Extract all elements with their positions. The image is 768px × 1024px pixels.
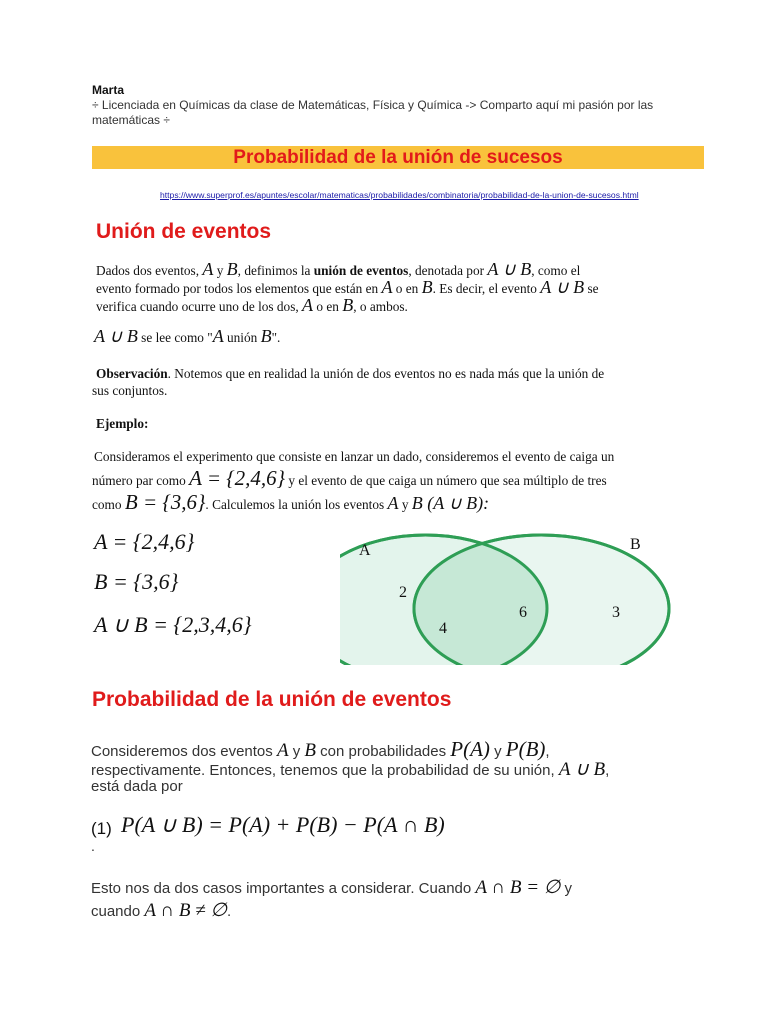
definition-line-2: evento formado por todos los elementos que están en A o en B. Es decir, el evento A ∪ B se bbox=[96, 277, 599, 297]
probability-line-1: Consideremos dos eventos A y B con probabilidades P(A) y P(B), bbox=[91, 737, 550, 761]
equation-number: (1) bbox=[91, 819, 112, 838]
equation-set-a: A = {2,4,6} bbox=[94, 529, 195, 554]
page-title: Probabilidad de la unión de sucesos bbox=[233, 147, 563, 168]
example-line-1: Consideramos el experimento que consiste en lanzar un dado, consideremos el evento de caiga un bbox=[94, 449, 615, 464]
notation-sentence: A ∪ B se lee como "A unión B". bbox=[94, 326, 281, 346]
venn-element-4: 4 bbox=[439, 620, 447, 637]
definition-line-3: verifica cuando ocurre uno de los dos, A o en B, o ambos. bbox=[96, 295, 408, 315]
author-bio: ÷ Licenciada en Químicas da clase de Matemáticas, Física y Química -> Comparto aquí mi pasión por las matemáticas ÷ bbox=[92, 98, 654, 127]
venn-label-b: B bbox=[630, 536, 641, 553]
venn-diagram bbox=[340, 530, 700, 665]
section-heading-probability: Probabilidad de la unión de eventos bbox=[92, 688, 452, 711]
venn-element-2: 2 bbox=[399, 584, 407, 601]
example-label: Ejemplo: bbox=[96, 416, 149, 431]
probability-line-2: respectivamente. Entonces, tenemos que la probabilidad de su unión, A ∪ B, bbox=[91, 759, 610, 780]
author-name: Marta bbox=[92, 83, 125, 97]
observation-line-1: Observación. Notemos que en realidad la unión de dos eventos no es nada más que la unión de bbox=[96, 366, 605, 381]
term-union-de-eventos: unión de eventos bbox=[313, 263, 409, 278]
cases-line-2: cuando A ∩ B ≠ ∅. bbox=[91, 900, 232, 921]
venn-element-6: 6 bbox=[519, 604, 527, 621]
cases-line-1: Esto nos da dos casos importantes a considerar. Cuando A ∩ B = ∅ y bbox=[91, 877, 573, 898]
probability-line-3: está dada por bbox=[91, 778, 183, 795]
venn-label-a: A bbox=[359, 542, 371, 559]
observation-line-2: sus conjuntos. bbox=[92, 383, 168, 398]
source-link[interactable]: https://www.superprof.es/apuntes/escolar/matematicas/probabilidades/combinatoria/probabilidad-de-la-union-de-sucesos.html bbox=[160, 190, 639, 200]
formula-period: . bbox=[91, 838, 95, 854]
example-line-2: número par como A = {2,4,6} y el evento de que caiga un número que sea múltiplo de tres bbox=[92, 466, 607, 490]
equation-union: A ∪ B = {2,3,4,6} bbox=[94, 612, 252, 637]
equation-set-b: B = {3,6} bbox=[94, 569, 179, 594]
section-heading-union: Unión de eventos bbox=[96, 220, 272, 243]
definition-line-1: Dados dos eventos, A y B, definimos la unión de eventos, denotada por A ∪ B, como el bbox=[96, 259, 581, 279]
example-line-3: como B = {3,6}. Calculemos la unión los eventos A y B (A ∪ B): bbox=[92, 490, 490, 514]
venn-element-3: 3 bbox=[612, 604, 620, 621]
union-probability-formula: P(A ∪ B) = P(A) + P(B) − P(A ∩ B) bbox=[121, 812, 445, 837]
